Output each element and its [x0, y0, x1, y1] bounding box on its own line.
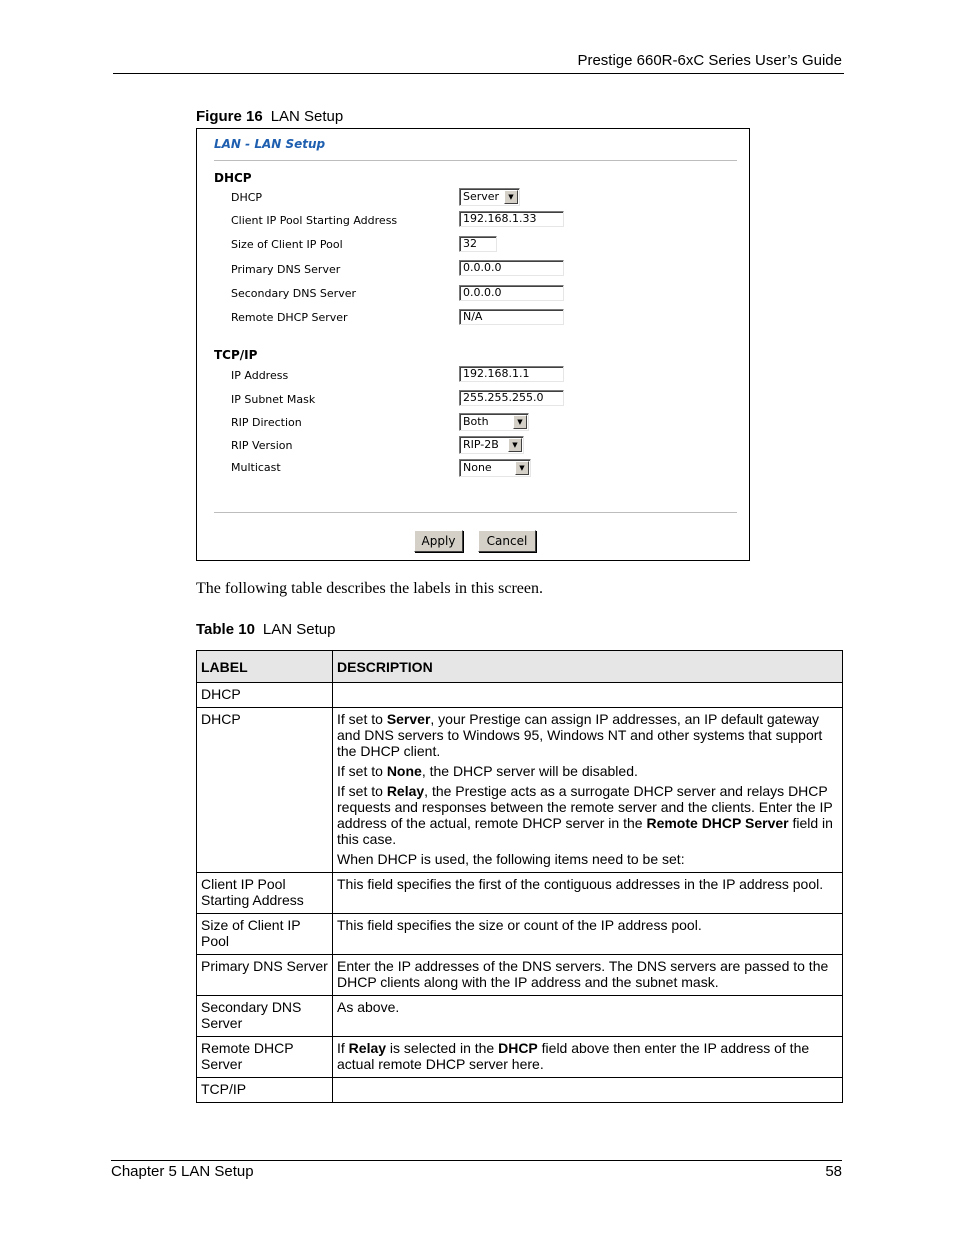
- rip-direction-label: RIP Direction: [231, 416, 302, 429]
- row-description: This field specifies the size or count of the IP address pool.: [333, 914, 843, 955]
- row-description: As above.: [333, 996, 843, 1037]
- secondary-dns-label: Secondary DNS Server: [231, 287, 357, 300]
- screen-title: LAN - LAN Setup: [214, 137, 326, 151]
- chevron-down-icon[interactable]: ▼: [515, 461, 529, 475]
- chevron-down-icon[interactable]: ▼: [513, 415, 527, 429]
- multicast-label: Multicast: [231, 461, 281, 474]
- pool-size-label: Size of Client IP Pool: [231, 238, 343, 251]
- apply-button[interactable]: Apply: [414, 530, 463, 552]
- table-row: [197, 1037, 843, 1078]
- row-description: [333, 683, 843, 708]
- page-number: 58: [825, 1163, 842, 1180]
- bold-term: Relay: [348, 1040, 387, 1056]
- multicast-value: None: [463, 461, 492, 474]
- text-run: If set to: [337, 783, 387, 799]
- text-run: If set to: [337, 711, 387, 727]
- table-row: [197, 955, 843, 996]
- client-pool-input[interactable]: 192.168.1.33: [459, 211, 564, 227]
- bold-term: None: [386, 763, 422, 779]
- label-description-table: [196, 650, 843, 1103]
- row-label: Size of Client IP Pool: [197, 914, 333, 955]
- text-run: , your Prestige can assign IP addresses, an IP default gateway and DNS servers to Windows 95, Windows NT and other systems that support the DHCP client.: [337, 711, 823, 759]
- bold-term: Server: [386, 711, 431, 727]
- page-header-title: Prestige 660R-6xC Series User’s Guide: [577, 52, 842, 69]
- row-description: Enter the IP addresses of the DNS servers. The DNS servers are passed to the DHCP clients along with the IP address and the subnet mask.: [333, 955, 843, 996]
- table-caption-label: Table 10: [196, 621, 255, 638]
- text-run: , the DHCP server will be disabled.: [421, 763, 638, 779]
- row-description: [333, 1037, 843, 1078]
- footer-rule: [111, 1160, 842, 1161]
- cancel-button[interactable]: Cancel: [478, 530, 536, 552]
- figure-caption-label: Figure 16: [196, 108, 263, 125]
- button-area-rule: [214, 512, 737, 513]
- text-run: If: [337, 1040, 349, 1056]
- dhcp-select[interactable]: [459, 188, 520, 206]
- text-run: , the Prestige acts as a surrogate DHCP server and relays DHCP requests and responses between the remote server and the clients. Enter the IP address of the actual, remote DHCP server in the: [337, 783, 833, 831]
- row-label: DHCP: [197, 708, 333, 873]
- subnet-mask-input[interactable]: 255.255.255.0: [459, 390, 564, 406]
- ip-address-label: IP Address: [231, 369, 289, 382]
- row-description: [333, 1078, 843, 1103]
- subnet-mask-label: IP Subnet Mask: [231, 393, 316, 406]
- bold-term: DHCP: [498, 1040, 538, 1056]
- row-label: DHCP: [197, 683, 333, 708]
- table-row: [197, 996, 843, 1037]
- rip-direction-value: Both: [463, 415, 489, 428]
- dhcp-label: DHCP: [231, 191, 263, 204]
- chevron-down-icon[interactable]: ▼: [504, 190, 518, 204]
- remote-dhcp-label: Remote DHCP Server: [231, 311, 348, 324]
- dhcp-section-label: DHCP: [214, 171, 252, 185]
- bold-term: Remote DHCP Server: [646, 815, 789, 831]
- rip-version-value: RIP-2B: [463, 438, 499, 451]
- rip-version-label: RIP Version: [231, 439, 293, 452]
- table-row: [197, 873, 843, 914]
- row-label: Remote DHCP Server: [197, 1037, 333, 1078]
- description-paragraph: [337, 783, 838, 847]
- table-caption-title: LAN Setup: [262, 621, 336, 638]
- column-header-label: LABEL: [197, 651, 333, 683]
- multicast-select[interactable]: [459, 459, 531, 477]
- row-label: TCP/IP: [197, 1078, 333, 1103]
- description-paragraph: [337, 711, 838, 759]
- table-caption: [196, 621, 335, 638]
- ip-address-input[interactable]: 192.168.1.1: [459, 366, 564, 382]
- text-run: is selected in the: [386, 1040, 499, 1056]
- row-label: Secondary DNS Server: [197, 996, 333, 1037]
- text-run: If set to: [337, 763, 387, 779]
- table-row: [197, 914, 843, 955]
- description-paragraph: [337, 763, 838, 779]
- text-run: field above then enter the IP address of the actual remote DHCP server here.: [337, 1040, 810, 1072]
- rip-version-select[interactable]: [459, 436, 524, 454]
- column-header-description: DESCRIPTION: [333, 651, 843, 683]
- screen-title-rule: [214, 160, 737, 161]
- text-run: field in this case.: [337, 815, 833, 847]
- header-rule: [113, 73, 844, 74]
- intro-paragraph: The following table describes the labels in this screen.: [196, 580, 544, 597]
- row-description: [333, 708, 843, 873]
- primary-dns-input[interactable]: 0.0.0.0: [459, 260, 564, 276]
- table-row: [197, 708, 843, 873]
- row-label: Primary DNS Server: [197, 955, 333, 996]
- description-paragraph: When DHCP is used, the following items need to be set:: [337, 851, 685, 867]
- tcpip-section-label: TCP/IP: [214, 348, 258, 362]
- figure-caption-title: LAN Setup: [270, 108, 344, 125]
- table-row: [197, 683, 843, 708]
- table-header-row: [197, 651, 843, 683]
- primary-dns-label: Primary DNS Server: [231, 263, 341, 276]
- lan-setup-screenshot: [196, 128, 750, 561]
- bold-term: Relay: [386, 783, 425, 799]
- figure-caption: [196, 108, 343, 125]
- chevron-down-icon[interactable]: ▼: [508, 438, 522, 452]
- dhcp-select-value: Server: [463, 190, 500, 203]
- pool-size-input[interactable]: 32: [459, 236, 497, 252]
- rip-direction-select[interactable]: [459, 413, 529, 431]
- footer-chapter: Chapter 5 LAN Setup: [111, 1163, 254, 1180]
- client-pool-label: Client IP Pool Starting Address: [231, 214, 398, 227]
- remote-dhcp-input[interactable]: N/A: [459, 309, 564, 325]
- table-row: [197, 1078, 843, 1103]
- row-label: Client IP Pool Starting Address: [197, 873, 333, 914]
- row-description: This field specifies the first of the contiguous addresses in the IP address pool.: [333, 873, 843, 914]
- secondary-dns-input[interactable]: 0.0.0.0: [459, 285, 564, 301]
